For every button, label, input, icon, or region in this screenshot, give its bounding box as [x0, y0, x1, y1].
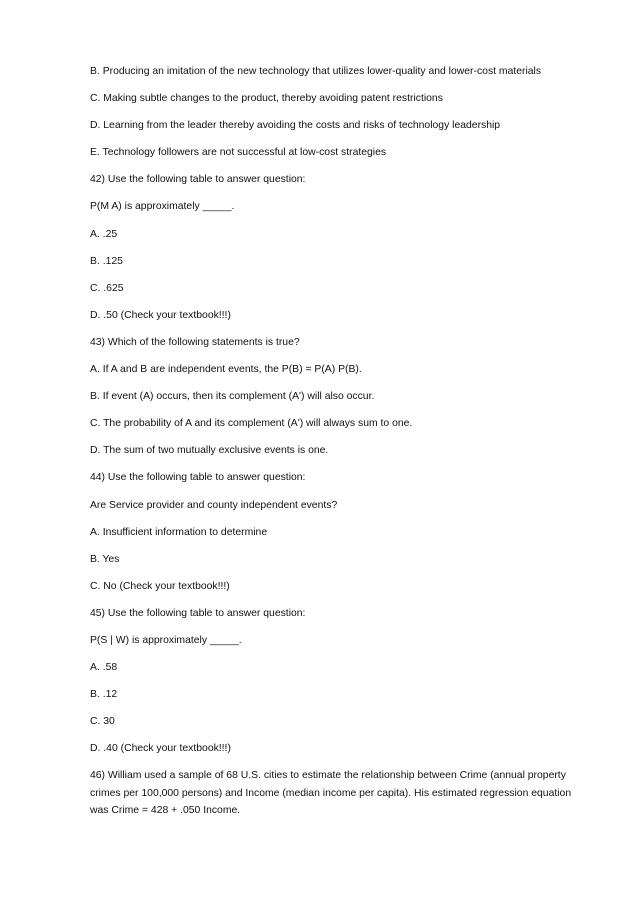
paragraph-line: crimes per 100,000 persons) and Income (median income per capita). His estimated regression equation — [90, 787, 572, 799]
option-line: B. If event (A) occurs, then its complement (A') will also occur. — [90, 391, 375, 403]
option-line: A. .25 — [90, 228, 118, 240]
option-line: C. No (Check your textbook!!!) — [90, 580, 230, 592]
option-line: E. Technology followers are not successful at low-cost strategies — [90, 147, 387, 159]
question-line: P(S | W) is approximately _____. — [90, 634, 242, 646]
question-line: Are Service provider and county independent events? — [90, 499, 338, 511]
option-line: D. The sum of two mutually exclusive events is one. — [90, 445, 329, 457]
paragraph-line: was Crime = 428 + .050 Income. — [90, 804, 241, 816]
option-line: C. Making subtle changes to the product, thereby avoiding patent restrictions — [90, 93, 443, 105]
option-line: D. .40 (Check your textbook!!!) — [90, 743, 231, 755]
question-44: 44) Use the following table to answer question: — [90, 472, 306, 484]
option-line: B. .125 — [90, 255, 123, 267]
option-line: A. If A and B are independent events, the P(B) = P(A) P(B). — [90, 364, 362, 376]
option-line: D. .50 (Check your textbook!!!) — [90, 309, 231, 321]
option-line: D. Learning from the leader thereby avoiding the costs and risks of technology leadership — [90, 120, 501, 132]
question-42: 42) Use the following table to answer question: — [90, 174, 306, 186]
option-line: B. Producing an imitation of the new technology that utilizes lower-quality and lower-cost materials — [90, 66, 542, 77]
document-body — [90, 58, 600, 819]
option-line: A. Insufficient information to determine — [90, 526, 268, 538]
option-line: C. .625 — [90, 282, 124, 294]
question-line: P(M A) is approximately _____. — [90, 201, 235, 213]
question-46-paragraph — [90, 762, 600, 819]
option-line: A. .58 — [90, 662, 118, 674]
option-line: B. .12 — [90, 689, 118, 701]
question-43: 43) Which of the following statements is true? — [90, 336, 300, 348]
option-line: C. 30 — [90, 716, 115, 728]
option-line: C. The probability of A and its complement (A') will always sum to one. — [90, 418, 413, 430]
paragraph-line: 46) William used a sample of 68 U.S. cities to estimate the relationship between Crime (annual property — [90, 770, 566, 782]
question-45: 45) Use the following table to answer question: — [90, 607, 306, 619]
option-line: B. Yes — [90, 553, 120, 565]
